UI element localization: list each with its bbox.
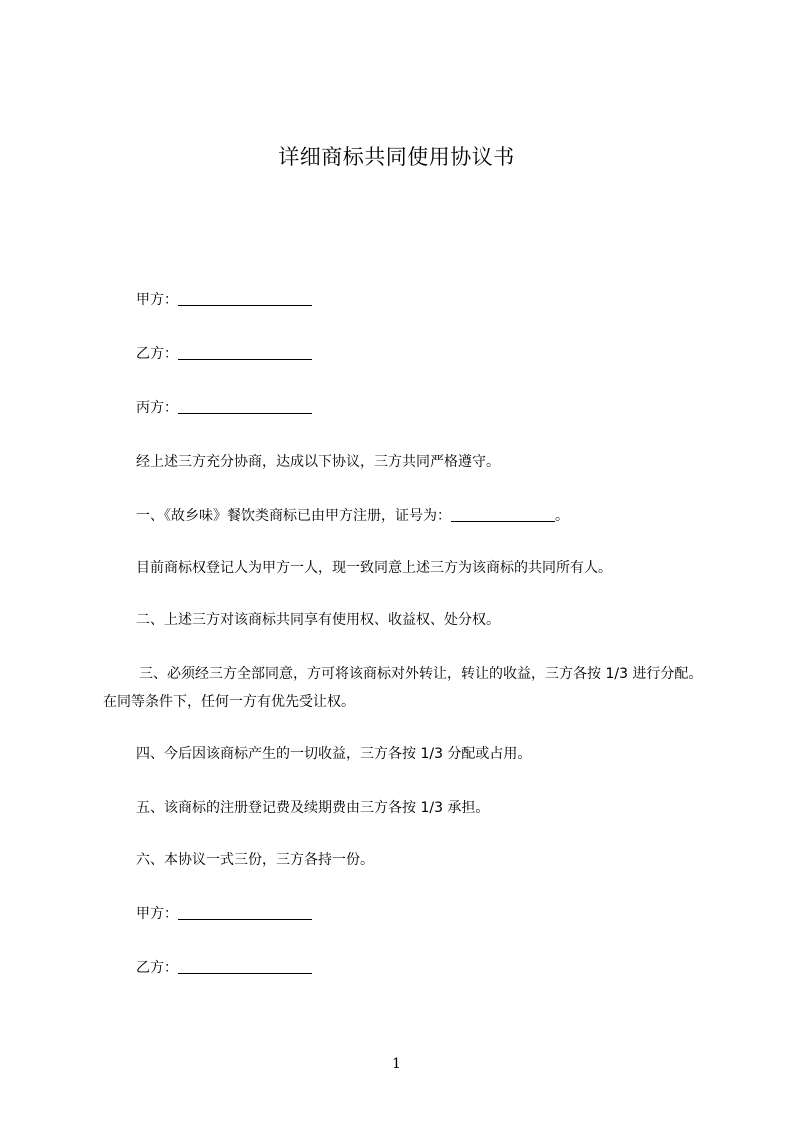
clause-1-continued: 目前商标权登记人为甲方一人，现一致同意上述三方为该商标的共同所有人。 <box>136 560 612 576</box>
signature-b-blank <box>178 959 312 974</box>
party-a-line <box>103 286 703 314</box>
clause-5: 五、该商标的注册登记费及续期费由三方各按 1/3 承担。 <box>136 800 490 816</box>
party-c-blank <box>178 399 312 414</box>
intro-paragraph: 经上述三方充分协商，达成以下协议，三方共同严格遵守。 <box>136 454 500 470</box>
clause-4: 四、今后因该商标产生的一切收益，三方各按 1/3 分配或占用。 <box>136 746 532 762</box>
party-b-blank <box>178 345 312 360</box>
signature-a-line <box>103 900 703 928</box>
clause-2: 二、上述三方对该商标共同享有使用权、收益权、处分权。 <box>136 612 500 628</box>
signature-a-blank <box>178 905 312 920</box>
clause-1 <box>103 502 703 530</box>
clause-1-text: 一、《故乡味》餐饮类商标已由甲方注册，证号为： <box>136 508 451 524</box>
signature-b-line <box>103 954 703 982</box>
certificate-number-blank <box>451 507 555 522</box>
document-title: 详细商标共同使用协议书 <box>278 145 515 169</box>
signature-b-label: 乙方： <box>136 960 178 976</box>
clause-3: 三、必须经三方全部同意，方可将该商标对外转让，转让的收益，三方各按 1/3 进行分配。在同等条件下，任何一方有优先受让权。 <box>103 666 703 710</box>
party-c-label: 丙方： <box>136 400 178 416</box>
party-b-label: 乙方： <box>136 346 178 362</box>
party-a-label: 甲方： <box>136 292 178 308</box>
party-c-line <box>103 394 703 422</box>
clause-6: 六、本协议一式三份，三方各持一份。 <box>136 852 374 868</box>
signature-a-label: 甲方： <box>136 906 178 922</box>
clause-1-end: 。 <box>555 508 569 524</box>
party-b-line <box>103 340 703 368</box>
page-number: 1 <box>392 1056 401 1072</box>
party-a-blank <box>178 291 312 306</box>
